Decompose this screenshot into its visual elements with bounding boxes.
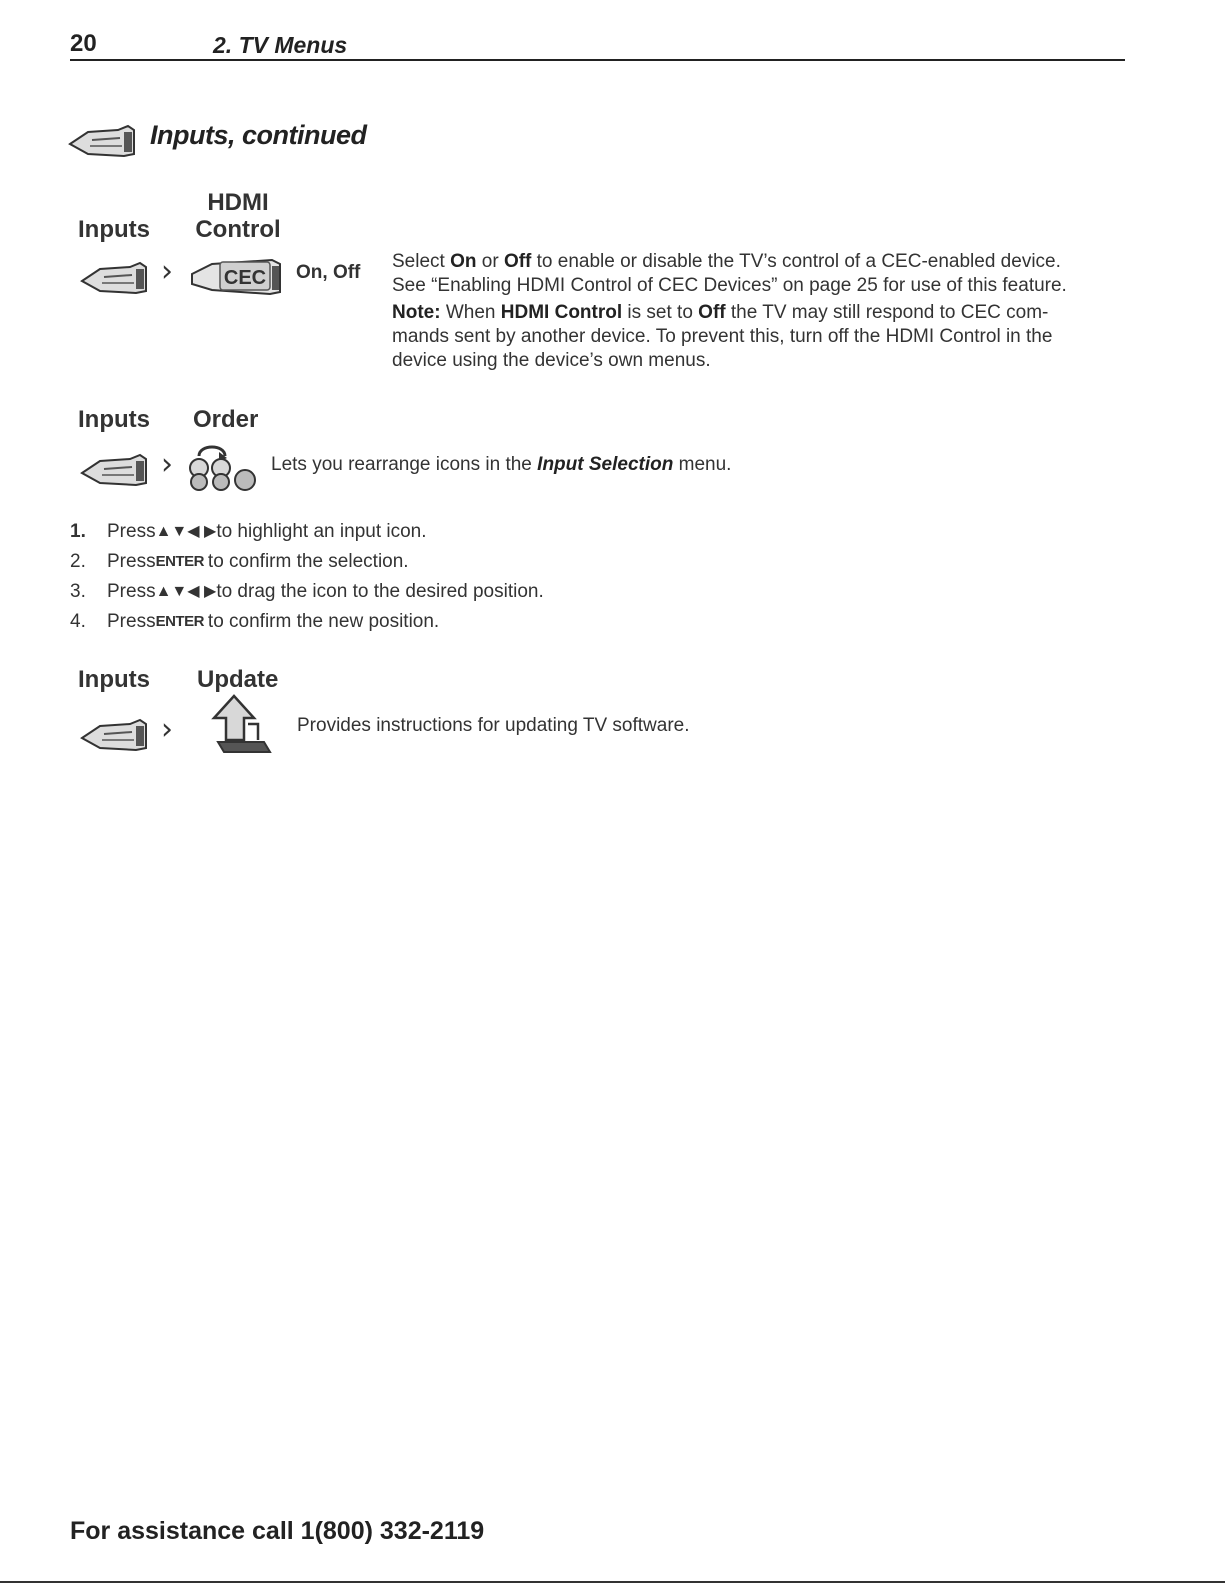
step-4: 4. Press ENTER to confirm the new position. [70,607,544,637]
inputs-icon [80,447,150,487]
chapter-title: 2. TV Menus [213,32,348,58]
hdmi-control-description [392,250,1112,373]
footer-rule [0,1581,1225,1583]
page-number: 20 [70,30,97,57]
chevron-right-icon: › [161,254,173,289]
section-title: Inputs, continued [150,120,367,150]
steps-list [70,517,544,637]
update-icon [208,694,274,758]
chevron-right-icon: › [161,712,173,747]
submenu-label-hdmi-control [193,189,283,243]
note-line-1: Note: When HDMI Control is set to Off the TV may still respond to CEC com- [392,302,1049,323]
inputs-icon [68,118,138,158]
inputs-icon [80,712,150,752]
note-line-3: device using the device’s own menus. [392,350,711,371]
desc-line-1: Select On or Off to enable or disable the TV’s control of a CEC-enabled device. [392,251,1061,272]
enter-key-label: ENTER [155,613,204,630]
footer-assistance: For assistance call 1(800) 332-2119 [70,1517,485,1545]
cec-icon [190,254,282,296]
menu-label-inputs: Inputs [78,406,150,433]
inputs-icon [80,255,150,295]
input-selection-menu-name: Input Selection [537,454,674,475]
arrow-keys-icon: ▲▼◀ ▶ [155,523,217,540]
desc-line-2: See “Enabling HDMI Control of CEC Devices” on page 25 for use of this feature. [392,275,1067,296]
submenu-label-line2: Control [195,216,281,243]
update-description: Provides instructions for updating TV software. [297,715,690,736]
menu-label-inputs: Inputs [78,216,150,243]
submenu-label-update: Update [197,666,279,693]
enter-key-label: ENTER [155,553,204,570]
step-2: 2. Press ENTER to confirm the selection. [70,547,544,577]
note-line-2: mands sent by another device. To prevent this, turn off the HDMI Control in the [392,326,1053,347]
step-1: 1. Press ▲▼◀ ▶ to highlight an input icon. [70,517,544,547]
submenu-label-line1: HDMI [207,189,269,216]
chevron-right-icon: › [161,447,173,482]
menu-label-inputs: Inputs [78,666,150,693]
submenu-label-order: Order [193,406,259,433]
arrow-keys-icon: ▲▼◀ ▶ [155,583,217,600]
cec-icon-label: CEC [223,267,267,289]
rearrange-icon [185,440,263,492]
header-rule [70,59,1125,61]
step-3: 3. Press ▲▼◀ ▶ to drag the icon to the desired position. [70,577,544,607]
option-values: On, Off [296,262,361,283]
order-description: Lets you rearrange icons in the Input Selection menu. [271,454,732,475]
